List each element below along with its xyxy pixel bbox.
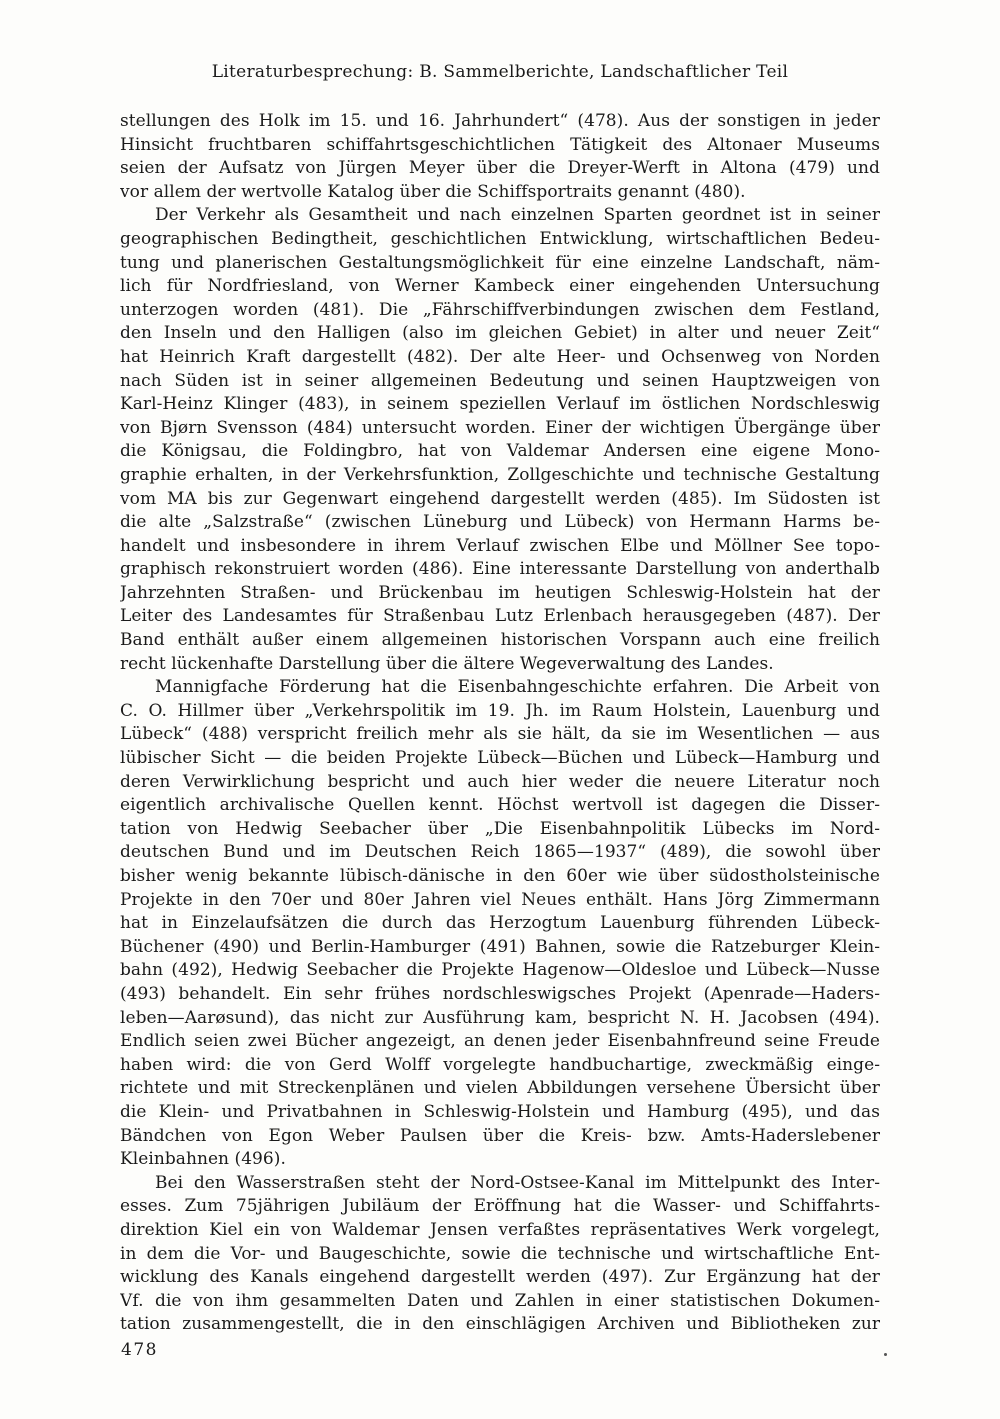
text-line: Lübeck“ (488) verspricht freilich mehr als sie hält, da sie im Wesentlichen — aus <box>120 724 880 745</box>
text-line: Vf. die von ihm gesammelten Daten und Zahlen in einer statistischen Dokumen- <box>120 1290 880 1311</box>
text-line: hat in Einzelaufsätzen die durch das Herzogtum Lauenburg führenden Lübeck- <box>120 913 880 934</box>
text-line: Projekte in den 70er und 80er Jahren viel Neues enthält. Hans Jörg Zimmermann <box>120 889 880 910</box>
paragraph <box>120 110 880 204</box>
paragraph <box>120 676 880 1171</box>
text-line: graphisch rekonstruiert worden (486). Eine interessante Darstellung von anderthalb <box>120 559 880 580</box>
text-line: geographischen Bedingtheit, geschichtlichen Entwicklung, wirtschaftlichen Bedeu- <box>120 228 880 249</box>
text-line: Jahrzehnten Straßen- und Brückenbau im heutigen Schleswig-Holstein hat der <box>120 582 880 603</box>
text-line: tation zusammengestellt, die in den einschlägigen Archiven und Bibliotheken zur <box>120 1314 880 1335</box>
text-line: in dem die Vor- und Baugeschichte, sowie die technische und wirtschaftliche Ent- <box>120 1243 880 1264</box>
text-line: graphie erhalten, in der Verkehrsfunktion, Zollgeschichte und technische Gestaltung <box>120 464 880 485</box>
text-line: deutschen Bund und im Deutschen Reich 1865—1937“ (489), die sowohl über <box>120 842 880 863</box>
text-line: recht lückenhafte Darstellung über die ältere Wegeverwaltung des Landes. <box>120 653 774 674</box>
text-line: die Königsau, die Foldingbro, hat von Valdemar Andersen eine eigene Mono- <box>120 441 880 462</box>
text-line: Mannigfache Förderung hat die Eisenbahngeschichte erfahren. Die Arbeit von <box>155 677 880 698</box>
text-line: nach Süden ist in seiner allgemeinen Bedeutung und seinen Hauptzweigen von <box>120 370 880 391</box>
text-line: Büchener (490) und Berlin-Hamburger (491) Bahnen, sowie die Ratzeburger Klein- <box>120 936 880 957</box>
text-line: tation von Hedwig Seebacher über „Die Eisenbahnpolitik Lübecks im Nord- <box>120 818 880 839</box>
text-line: hat Heinrich Kraft dargestellt (482). Der alte Heer- und Ochsenweg von Norden <box>120 346 880 367</box>
text-line: Leiter des Landesamtes für Straßenbau Lutz Erlenbach herausgegeben (487). Der <box>120 606 880 627</box>
text-line: Band enthält außer einem allgemeinen historischen Vorspann auch eine freilich <box>120 630 880 651</box>
text-line: C. O. Hillmer über „Verkehrspolitik im 19. Jh. im Raum Holstein, Lauenburg und <box>120 700 880 721</box>
page-number: 478 <box>121 1340 158 1360</box>
text-line: die alte „Salzstraße“ (zwischen Lüneburg und Lübeck) von Hermann Harms be- <box>120 512 880 533</box>
text-line: vor allem der wertvolle Katalog über die Schiffsportraits genannt (480). <box>120 181 746 202</box>
text-line: handelt und insbesondere in ihrem Verlauf zwischen Elbe und Möllner See topo- <box>120 535 880 556</box>
text-line: haben wird: die von Gerd Wolff vorgelegte handbuchartige, zweckmäßig einge- <box>120 1054 880 1075</box>
text-line: lübischer Sicht — die beiden Projekte Lübeck—Büchen und Lübeck—Hamburg und <box>120 748 880 769</box>
paragraph <box>120 1172 880 1337</box>
text-line: von Bjørn Svensson (484) untersucht worden. Einer der wichtigen Übergänge über <box>120 417 880 438</box>
print-speck <box>884 1353 887 1356</box>
text-line: lich für Nordfriesland, von Werner Kambeck einer eingehenden Untersuchung <box>120 276 880 297</box>
text-line: bahn (492), Hedwig Seebacher die Projekte Hagenow—Oldesloe und Lübeck—Nusse <box>120 960 880 981</box>
text-line: Karl-Heinz Klinger (483), in seinem speziellen Verlauf im östlichen Nordschleswig <box>120 394 880 415</box>
text-line: bisher wenig bekannte lübisch-dänische in den 60er wie über südostholsteinische <box>120 866 880 886</box>
text-line: wicklung des Kanals eingehend dargestellt werden (497). Zur Ergänzung hat der <box>120 1267 880 1288</box>
text-line: (493) behandelt. Ein sehr frühes nordschleswigsches Projekt (Apenrade—Haders- <box>120 983 880 1004</box>
text-line: leben—Aarøsund), das nicht zur Ausführung kam, bespricht N. H. Jacobsen (494). <box>120 1007 880 1028</box>
text-line: unterzogen worden (481). Die „Fährschiffverbindungen zwischen dem Festland, <box>120 299 880 320</box>
body-text <box>120 110 880 1337</box>
text-line: die Klein- und Privatbahnen in Schleswig-Holstein und Hamburg (495), und das <box>120 1101 880 1122</box>
text-line: seien der Aufsatz von Jürgen Meyer über die Dreyer-Werft in Altona (479) und <box>120 158 880 179</box>
text-line: Bei den Wasserstraßen steht der Nord-Ostsee-Kanal im Mittelpunkt des Inter- <box>155 1172 880 1193</box>
text-line: den Inseln und den Halligen (also im gleichen Gebiet) in alter und neuer Zeit“ <box>120 323 880 344</box>
text-line: direktion Kiel ein von Waldemar Jensen verfaßtes repräsentatives Werk vorgelegt, <box>120 1219 880 1240</box>
text-line: esses. Zum 75jährigen Jubiläum der Eröffnung hat die Wasser- und Schiffahrts- <box>120 1196 880 1217</box>
text-line: richtete und mit Streckenplänen und vielen Abbildungen versehene Übersicht über <box>120 1078 880 1099</box>
text-line: eigentlich archivalische Quellen kennt. Höchst wertvoll ist dagegen die Disser- <box>120 795 880 816</box>
text-line: Hinsicht fruchtbaren schiffahrtsgeschichtlichen Tätigkeit des Altonaer Museums <box>120 134 880 155</box>
text-line: deren Verwirklichung bespricht und auch hier weder die neuere Literatur noch <box>120 771 880 792</box>
running-head: Literaturbesprechung: B. Sammelberichte, Landschaftlicher Teil <box>211 62 789 82</box>
text-line: Kleinbahnen (496). <box>120 1149 286 1170</box>
paragraph <box>120 204 880 676</box>
text-line: vom MA bis zur Gegenwart eingehend dargestellt werden (485). Im Südosten ist <box>120 488 880 509</box>
text-line: Der Verkehr als Gesamtheit und nach einzelnen Sparten geordnet ist in seiner <box>155 205 880 226</box>
text-line: Bändchen von Egon Weber Paulsen über die Kreis- bzw. Amts-Haderslebener <box>120 1125 880 1146</box>
text-line: stellungen des Holk im 15. und 16. Jahrhundert“ (478). Aus der sonstigen in jeder <box>120 111 880 131</box>
text-line: Endlich seien zwei Bücher angezeigt, an denen jeder Eisenbahnfreund seine Freude <box>120 1031 880 1052</box>
text-line: tung und planerischen Gestaltungsmöglichkeit für eine einzelne Landschaft, näm- <box>120 252 880 273</box>
